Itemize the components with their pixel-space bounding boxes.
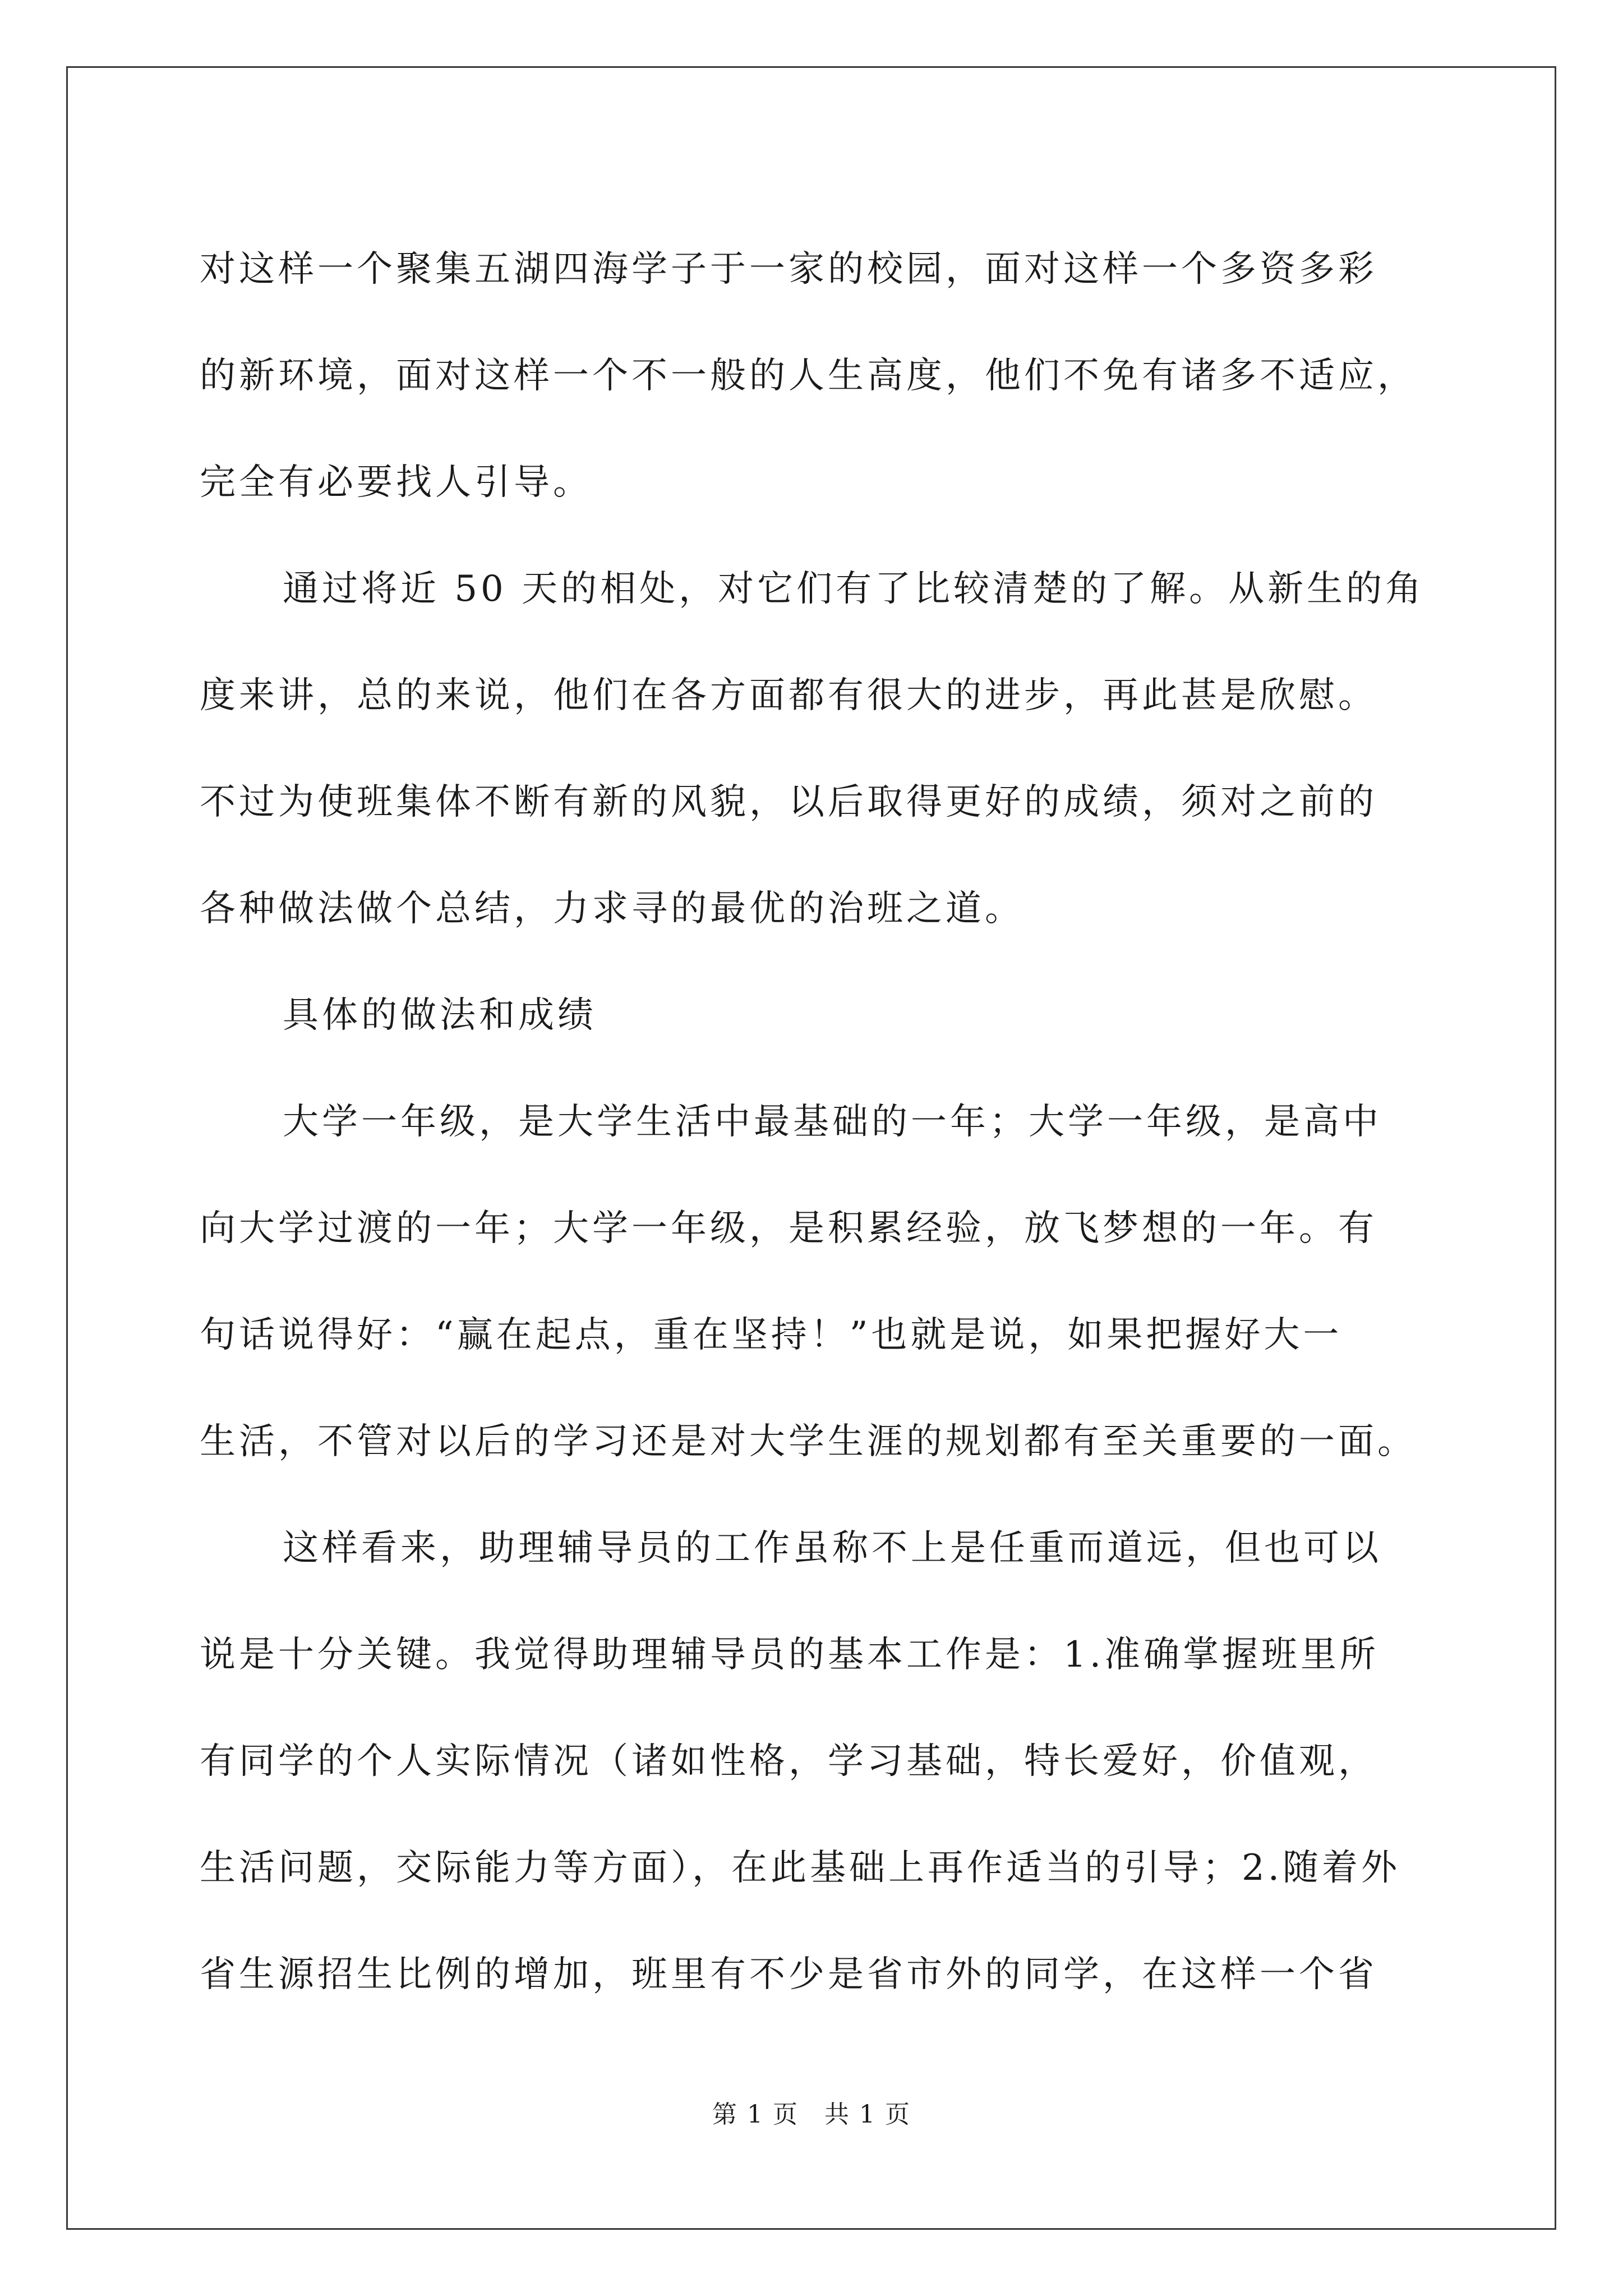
text-line: 度来讲，总的来说，他们在各方面都有很大的进步，再此甚是欣慰。 <box>200 675 1377 716</box>
section-heading <box>200 962 1439 1069</box>
text-line: 句话说得好：“赢在起点，重在坚持！”也就是说，如果把握好大一 <box>200 1314 1343 1356</box>
text-line: 有同学的个人实际情况（诸如性格，学习基础，特长爱好，价值观， <box>200 1741 1377 1782</box>
text-line: 生活问题，交际能力等方面），在此基础上再作适当的引导；2.随着外 <box>200 1847 1401 1889</box>
text-line: 生活，不管对以后的学习还是对大学生涯的规划都有至关重要的一面。 <box>200 1421 1417 1462</box>
paragraph-4 <box>200 1495 1439 2028</box>
document-body <box>200 216 1439 2028</box>
text-line: 通过将近 50 天的相处，对它们有了比较清楚的了解。从新生的角 <box>283 568 1425 610</box>
text-line: 这样看来，助理辅导员的工作虽称不上是任重而道远，但也可以 <box>283 1527 1382 1569</box>
text-line: 各种做法做个总结，力求寻的最优的治班之道。 <box>200 888 1024 930</box>
text-line: 说是十分关键。我觉得助理辅导员的基本工作是：1.准确掌握班里所 <box>200 1634 1380 1676</box>
text-line: 对这样一个聚集五湖四海学子于一家的校园，面对这样一个多资多彩 <box>200 249 1377 290</box>
text-line: 大学一年级，是大学生活中最基础的一年；大学一年级，是高中 <box>283 1101 1382 1143</box>
text-line: 完全有必要找人引导。 <box>200 462 592 503</box>
text-line: 省生源招生比例的增加，班里有不少是省市外的同学，在这样一个省 <box>200 1954 1377 1995</box>
text-line: 的新环境，面对这样一个不一般的人生高度，他们不免有诸多不适应， <box>200 355 1417 397</box>
paragraph-1 <box>200 216 1439 536</box>
paragraph-3 <box>200 1069 1439 1495</box>
text-line: 具体的做法和成绩 <box>283 995 597 1036</box>
paragraph-2 <box>200 536 1439 962</box>
text-line: 不过为使班集体不断有新的风貌，以后取得更好的成绩，须对之前的 <box>200 781 1377 823</box>
text-line: 向大学过渡的一年；大学一年级，是积累经验，放飞梦想的一年。有 <box>200 1208 1377 1249</box>
page-footer: 第 1 页 共 1 页 <box>712 2100 911 2129</box>
